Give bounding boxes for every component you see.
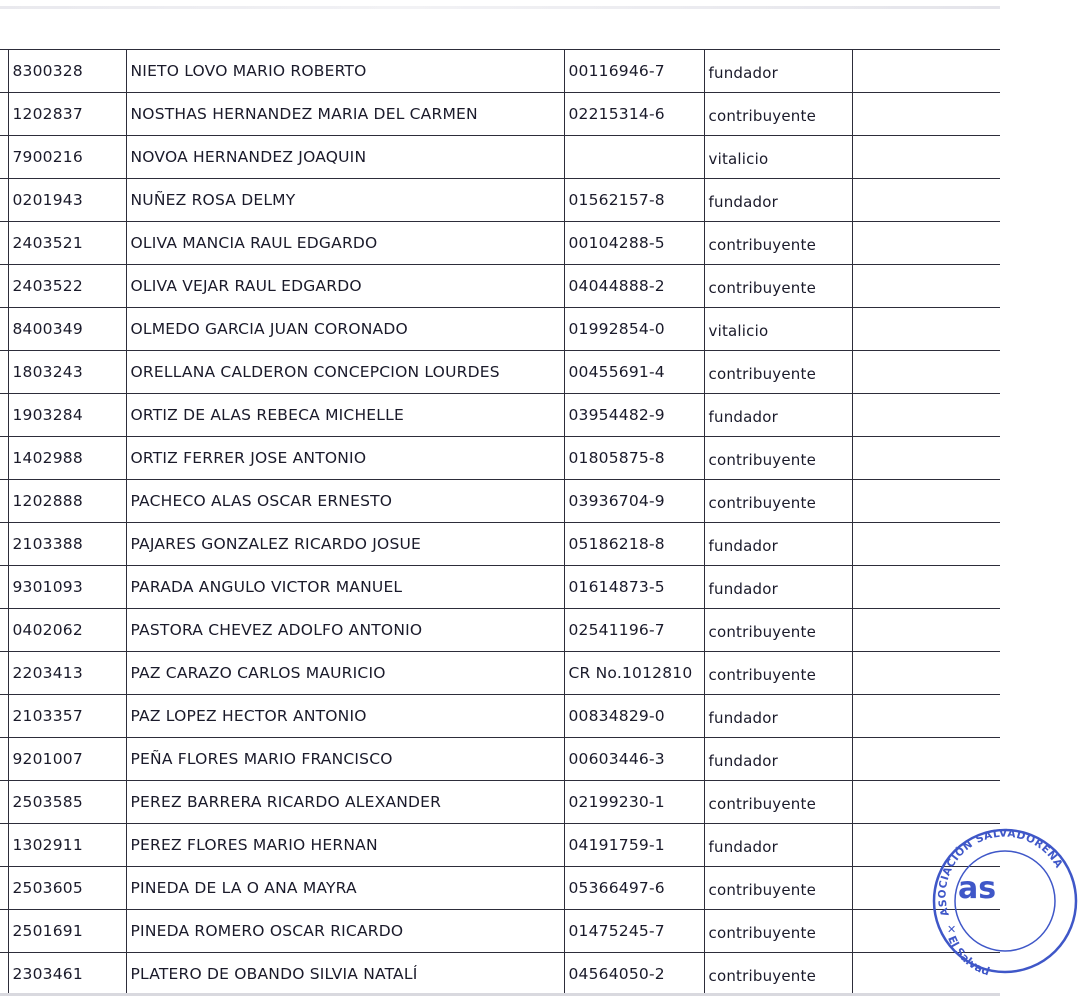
- seal-ring-text: ASOCIACIÓN SALVADOREÑA: [936, 827, 1065, 918]
- top-border-line: [0, 6, 1000, 9]
- member-notes-cell: [852, 93, 1000, 136]
- table-row: [0, 265, 1000, 308]
- member-notes-cell: [852, 695, 1000, 738]
- member-code-cell: 2503585: [8, 781, 126, 824]
- member-code-cell: 2503605: [8, 867, 126, 910]
- table-row: [0, 394, 1000, 437]
- member-type-cell: contribuyente: [704, 480, 852, 523]
- member-name-cell: OLMEDO GARCIA JUAN CORONADO: [126, 308, 564, 351]
- member-document-cell: 04044888-2: [564, 265, 704, 308]
- roster-body: [0, 50, 1000, 996]
- member-document-cell: 01475245-7: [564, 910, 704, 953]
- member-name-cell: OLIVA MANCIA RAUL EDGARDO: [126, 222, 564, 265]
- table-row: [0, 437, 1000, 480]
- member-code-cell: 2403522: [8, 265, 126, 308]
- member-type-cell: fundador: [704, 695, 852, 738]
- member-document-cell: 01562157-8: [564, 179, 704, 222]
- member-notes-cell: [852, 609, 1000, 652]
- row-margin-cell: [0, 781, 8, 824]
- table-row: [0, 308, 1000, 351]
- member-code-cell: 0201943: [8, 179, 126, 222]
- row-margin-cell: [0, 523, 8, 566]
- member-type-cell: vitalicio: [704, 308, 852, 351]
- table-row: [0, 566, 1000, 609]
- member-document-cell: 05186218-8: [564, 523, 704, 566]
- member-name-cell: PINEDA ROMERO OSCAR RICARDO: [126, 910, 564, 953]
- member-code-cell: 7900216: [8, 136, 126, 179]
- member-code-cell: 2303461: [8, 953, 126, 996]
- member-type-cell: contribuyente: [704, 265, 852, 308]
- member-type-cell: contribuyente: [704, 609, 852, 652]
- member-notes-cell: [852, 50, 1000, 93]
- seal-bottom-text: El Salvad: [945, 933, 992, 976]
- member-name-cell: PAJARES GONZALEZ RICARDO JOSUE: [126, 523, 564, 566]
- table-row: [0, 480, 1000, 523]
- row-margin-cell: [0, 136, 8, 179]
- member-notes-cell: [852, 308, 1000, 351]
- row-margin-cell: [0, 609, 8, 652]
- member-code-cell: 0402062: [8, 609, 126, 652]
- member-code-cell: 1302911: [8, 824, 126, 867]
- member-type-cell: fundador: [704, 738, 852, 781]
- member-name-cell: ORTIZ DE ALAS REBECA MICHELLE: [126, 394, 564, 437]
- member-document-cell: 01992854-0: [564, 308, 704, 351]
- member-document-cell: 02541196-7: [564, 609, 704, 652]
- row-margin-cell: [0, 824, 8, 867]
- row-margin-cell: [0, 867, 8, 910]
- row-margin-cell: [0, 910, 8, 953]
- row-margin-cell: [0, 351, 8, 394]
- member-type-cell: contribuyente: [704, 652, 852, 695]
- member-name-cell: ORELLANA CALDERON CONCEPCION LOURDES: [126, 351, 564, 394]
- member-name-cell: NUÑEZ ROSA DELMY: [126, 179, 564, 222]
- table-row: [0, 93, 1000, 136]
- row-margin-cell: [0, 480, 8, 523]
- member-name-cell: PEÑA FLORES MARIO FRANCISCO: [126, 738, 564, 781]
- member-notes-cell: [852, 265, 1000, 308]
- member-notes-cell: [852, 738, 1000, 781]
- member-document-cell: 03936704-9: [564, 480, 704, 523]
- member-type-cell: fundador: [704, 824, 852, 867]
- member-notes-cell: [852, 437, 1000, 480]
- bottom-border-line: [0, 993, 1000, 996]
- table-row: [0, 523, 1000, 566]
- member-type-cell: fundador: [704, 394, 852, 437]
- member-notes-cell: [852, 179, 1000, 222]
- row-margin-cell: [0, 566, 8, 609]
- member-name-cell: NIETO LOVO MARIO ROBERTO: [126, 50, 564, 93]
- member-document-cell: 03954482-9: [564, 394, 704, 437]
- member-name-cell: PAZ CARAZO CARLOS MAURICIO: [126, 652, 564, 695]
- member-name-cell: PASTORA CHEVEZ ADOLFO ANTONIO: [126, 609, 564, 652]
- table-row: [0, 50, 1000, 93]
- table-row: [0, 824, 1000, 867]
- member-code-cell: 1202837: [8, 93, 126, 136]
- member-type-cell: contribuyente: [704, 351, 852, 394]
- member-code-cell: 2103388: [8, 523, 126, 566]
- seal-logo-text: as: [958, 871, 997, 906]
- member-document-cell: [564, 136, 704, 179]
- member-name-cell: PAZ LOPEZ HECTOR ANTONIO: [126, 695, 564, 738]
- row-margin-cell: [0, 50, 8, 93]
- svg-text:El Salvad: [945, 934, 991, 976]
- table-row: [0, 609, 1000, 652]
- association-seal-icon: [930, 826, 1080, 976]
- member-document-cell: 02199230-1: [564, 781, 704, 824]
- member-notes-cell: [852, 523, 1000, 566]
- table-row: [0, 179, 1000, 222]
- member-notes-cell: [852, 136, 1000, 179]
- member-notes-cell: [852, 351, 1000, 394]
- member-code-cell: 2103357: [8, 695, 126, 738]
- member-document-cell: 00603446-3: [564, 738, 704, 781]
- member-code-cell: 2203413: [8, 652, 126, 695]
- row-margin-cell: [0, 179, 8, 222]
- row-margin-cell: [0, 738, 8, 781]
- member-name-cell: NOVOA HERNANDEZ JOAQUIN: [126, 136, 564, 179]
- row-margin-cell: [0, 93, 8, 136]
- member-type-cell: fundador: [704, 523, 852, 566]
- member-document-cell: 02215314-6: [564, 93, 704, 136]
- member-document-cell: 01614873-5: [564, 566, 704, 609]
- member-name-cell: OLIVA VEJAR RAUL EDGARDO: [126, 265, 564, 308]
- svg-text:✕: ✕: [947, 923, 957, 936]
- member-notes-cell: [852, 222, 1000, 265]
- member-type-cell: contribuyente: [704, 437, 852, 480]
- member-name-cell: PEREZ FLORES MARIO HERNAN: [126, 824, 564, 867]
- table-row: [0, 695, 1000, 738]
- row-margin-cell: [0, 652, 8, 695]
- table-row: [0, 910, 1000, 953]
- member-document-cell: 00116946-7: [564, 50, 704, 93]
- member-notes-cell: [852, 394, 1000, 437]
- table-row: [0, 136, 1000, 179]
- table-row: [0, 781, 1000, 824]
- row-margin-cell: [0, 308, 8, 351]
- member-name-cell: PINEDA DE LA O ANA MAYRA: [126, 867, 564, 910]
- member-code-cell: 9201007: [8, 738, 126, 781]
- member-code-cell: 2501691: [8, 910, 126, 953]
- member-name-cell: PACHECO ALAS OSCAR ERNESTO: [126, 480, 564, 523]
- table-row: [0, 738, 1000, 781]
- member-type-cell: fundador: [704, 179, 852, 222]
- member-name-cell: PARADA ANGULO VICTOR MANUEL: [126, 566, 564, 609]
- member-code-cell: 2403521: [8, 222, 126, 265]
- member-type-cell: fundador: [704, 50, 852, 93]
- member-notes-cell: [852, 566, 1000, 609]
- member-code-cell: 8300328: [8, 50, 126, 93]
- member-document-cell: 00455691-4: [564, 351, 704, 394]
- member-type-cell: contribuyente: [704, 93, 852, 136]
- member-name-cell: PEREZ BARRERA RICARDO ALEXANDER: [126, 781, 564, 824]
- member-name-cell: PLATERO DE OBANDO SILVIA NATALÍ: [126, 953, 564, 996]
- member-document-cell: CR No.1012810: [564, 652, 704, 695]
- member-name-cell: NOSTHAS HERNANDEZ MARIA DEL CARMEN: [126, 93, 564, 136]
- table-row: [0, 222, 1000, 265]
- member-document-cell: 05366497-6: [564, 867, 704, 910]
- member-type-cell: contribuyente: [704, 222, 852, 265]
- table-row: [0, 953, 1000, 996]
- member-code-cell: 1903284: [8, 394, 126, 437]
- member-type-cell: contribuyente: [704, 953, 852, 996]
- member-type-cell: contribuyente: [704, 910, 852, 953]
- member-type-cell: contribuyente: [704, 867, 852, 910]
- member-notes-cell: [852, 480, 1000, 523]
- row-margin-cell: [0, 222, 8, 265]
- member-type-cell: fundador: [704, 566, 852, 609]
- member-document-cell: 00834829-0: [564, 695, 704, 738]
- member-code-cell: 1402988: [8, 437, 126, 480]
- row-margin-cell: [0, 695, 8, 738]
- member-type-cell: vitalicio: [704, 136, 852, 179]
- row-margin-cell: [0, 437, 8, 480]
- member-code-cell: 9301093: [8, 566, 126, 609]
- row-margin-cell: [0, 265, 8, 308]
- member-code-cell: 1803243: [8, 351, 126, 394]
- member-code-cell: 1202888: [8, 480, 126, 523]
- member-document-cell: 01805875-8: [564, 437, 704, 480]
- row-margin-cell: [0, 953, 8, 996]
- member-document-cell: 04191759-1: [564, 824, 704, 867]
- table-row: [0, 652, 1000, 695]
- table-row: [0, 867, 1000, 910]
- member-code-cell: 8400349: [8, 308, 126, 351]
- member-notes-cell: [852, 652, 1000, 695]
- member-roster-table: [0, 49, 1000, 996]
- table-row: [0, 351, 1000, 394]
- member-name-cell: ORTIZ FERRER JOSE ANTONIO: [126, 437, 564, 480]
- member-notes-cell: [852, 781, 1000, 824]
- member-document-cell: 04564050-2: [564, 953, 704, 996]
- row-margin-cell: [0, 394, 8, 437]
- member-document-cell: 00104288-5: [564, 222, 704, 265]
- member-type-cell: contribuyente: [704, 781, 852, 824]
